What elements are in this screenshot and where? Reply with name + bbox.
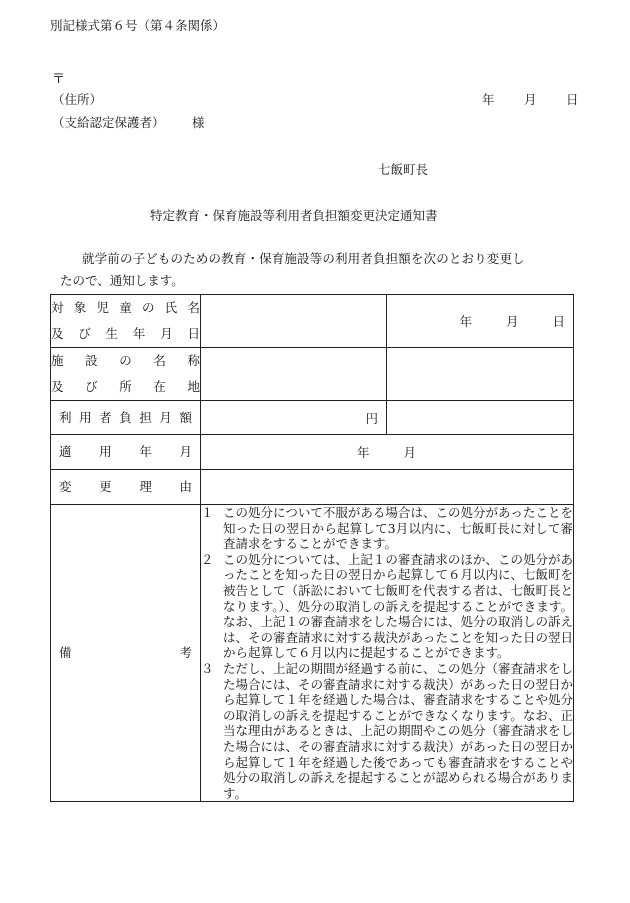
child-birth-char: び	[78, 326, 91, 341]
row-apply	[51, 435, 574, 470]
child-birth-value	[387, 295, 574, 348]
fee-label-char: 者	[99, 409, 112, 425]
apply-value	[201, 435, 574, 470]
row-facility	[51, 348, 574, 401]
child-name-char: 対	[51, 300, 64, 315]
date-year: 年	[482, 92, 495, 107]
facility-name-char: の	[119, 353, 132, 368]
form-number: 別記様式第６号（第４条関係）	[50, 18, 226, 33]
reason-label	[51, 476, 200, 498]
row-reason	[51, 470, 574, 505]
date-month: 月	[524, 92, 537, 107]
remark-item	[201, 552, 573, 661]
child-name-char: 児	[96, 300, 109, 315]
facility-name-value	[201, 348, 387, 401]
fee-label-char: 担	[139, 409, 152, 425]
birth-day: 日	[552, 314, 565, 329]
remark-item	[201, 505, 573, 552]
document-title: 特定教育・保育施設等利用者負担額変更決定通知書	[150, 208, 438, 223]
facility-address-value	[387, 348, 574, 401]
apply-year: 年	[357, 445, 370, 460]
date-day: 日	[566, 92, 579, 107]
fee-extra	[387, 401, 574, 435]
reason-value	[201, 470, 574, 505]
birth-month: 月	[505, 314, 519, 329]
fee-label-char: 利	[59, 409, 72, 425]
facility-name-char: 称	[187, 353, 200, 368]
postal-mark: 〒	[52, 72, 66, 87]
child-name-label	[51, 295, 200, 321]
child-birth-char: 及	[51, 326, 64, 341]
address-label: （住所）	[52, 92, 103, 107]
child-birth-char: 生	[105, 326, 119, 341]
intro-line-1: 就学前の子どものための教育・保育施設等の利用者負担額を次のとおり変更し	[82, 251, 525, 266]
facility-address-char: 在	[153, 379, 166, 394]
facility-address-char: 所	[119, 379, 132, 394]
child-name-char: 名	[187, 300, 200, 315]
child-label-cell	[51, 295, 201, 348]
child-birth-char: 年	[132, 326, 146, 341]
fee-label-char: 負	[119, 409, 132, 425]
remark-number: ２	[201, 551, 214, 567]
facility-label-cell	[51, 348, 201, 401]
remark-number: ３	[201, 660, 214, 676]
child-name-char: の	[141, 300, 155, 315]
fee-label	[51, 407, 200, 429]
remarks-label-cell	[51, 505, 201, 802]
facility-name-label	[51, 348, 200, 374]
child-birth-char: 日	[187, 326, 200, 341]
child-birth-label	[51, 321, 200, 347]
remark-item	[201, 661, 573, 801]
child-name-char: 童	[119, 300, 132, 315]
facility-address-char: び	[85, 379, 98, 394]
reason-label-char: 由	[179, 479, 192, 494]
remark-number: １	[201, 505, 214, 520]
apply-label-char: 月	[179, 444, 192, 459]
reason-label-char: 理	[139, 479, 152, 494]
recipient-suffix: 様	[192, 115, 205, 130]
child-name-char: 象	[73, 300, 87, 315]
row-fee	[51, 401, 574, 435]
remarks-content	[201, 505, 574, 802]
fee-label-char: 用	[79, 409, 92, 425]
reason-label-cell	[51, 470, 201, 505]
remark-text: この処分について不服がある場合は、この処分があったことを知った日の翌日から起算して3月以内に、七飯町長に対して審査請求をすることができます。	[223, 505, 573, 552]
apply-month: 月	[403, 445, 417, 460]
row-child	[51, 295, 574, 348]
remark-text: この処分については、上記１の審査請求のほか、この処分があったことを知った日の翌日から起算して６月以内に、七飯町を被告として（訴訟において七飯町を代表する者は、七飯町長となります。）、処分の取消しの訴えを提起することができます。なお、上記１の審査請求をした場合には、処分の取消しの訴えは、その審査請求に対する裁決があったことを知った日の翌日から起算して６月以内に提起することができます。	[223, 551, 574, 661]
apply-label-char: 適	[59, 444, 72, 459]
facility-address-label	[51, 374, 200, 400]
facility-address-char: 及	[51, 379, 64, 394]
remark-text: ただし、上記の期間が経過する前に、この処分（審査請求をした場合には、その審査請求に対する裁決）があった日の翌日から起算して１年を経過した場合は、審査請求をすることや処分の取消しの訴えを提起することができなくなります。なお、正当な理由があるときは、上記の期間やこの処分（審査請求をした場合には、その審査請求に対する裁決）があった日の翌日から起算して１年を経過した後であっても審査請求をすることや処分の取消しの訴えを提起することが認められる場合があります。	[223, 660, 574, 801]
reason-label-char: 更	[99, 479, 112, 494]
intro-line-2: たので、通知します。	[60, 273, 184, 288]
apply-label	[51, 441, 200, 463]
apply-label-char: 用	[99, 444, 112, 459]
child-name-char: 氏	[164, 300, 178, 315]
remarks-label-char: 考	[179, 645, 192, 661]
fee-value	[201, 401, 387, 435]
apply-label-cell	[51, 435, 201, 470]
apply-label-char: 年	[139, 444, 152, 459]
fee-unit: 円	[365, 410, 378, 426]
reason-label-char: 変	[59, 479, 72, 494]
row-remarks	[51, 505, 574, 802]
fee-label-char: 月	[159, 409, 172, 425]
facility-name-char: 施	[51, 353, 64, 368]
birth-year: 年	[459, 314, 472, 329]
facility-name-char: 設	[85, 353, 98, 368]
fee-label-cell	[51, 401, 201, 435]
fee-label-char: 額	[179, 409, 192, 425]
remarks-label-char: 備	[59, 645, 72, 661]
notice-table	[50, 294, 574, 802]
facility-name-char: 名	[153, 353, 166, 368]
child-name-value	[201, 295, 387, 348]
child-birth-char: 月	[160, 326, 173, 341]
recipient-label: （支給認定保護者）	[52, 115, 165, 130]
facility-address-char: 地	[187, 379, 200, 394]
issuer: 七飯町長	[378, 162, 429, 177]
remarks-label	[51, 642, 200, 664]
